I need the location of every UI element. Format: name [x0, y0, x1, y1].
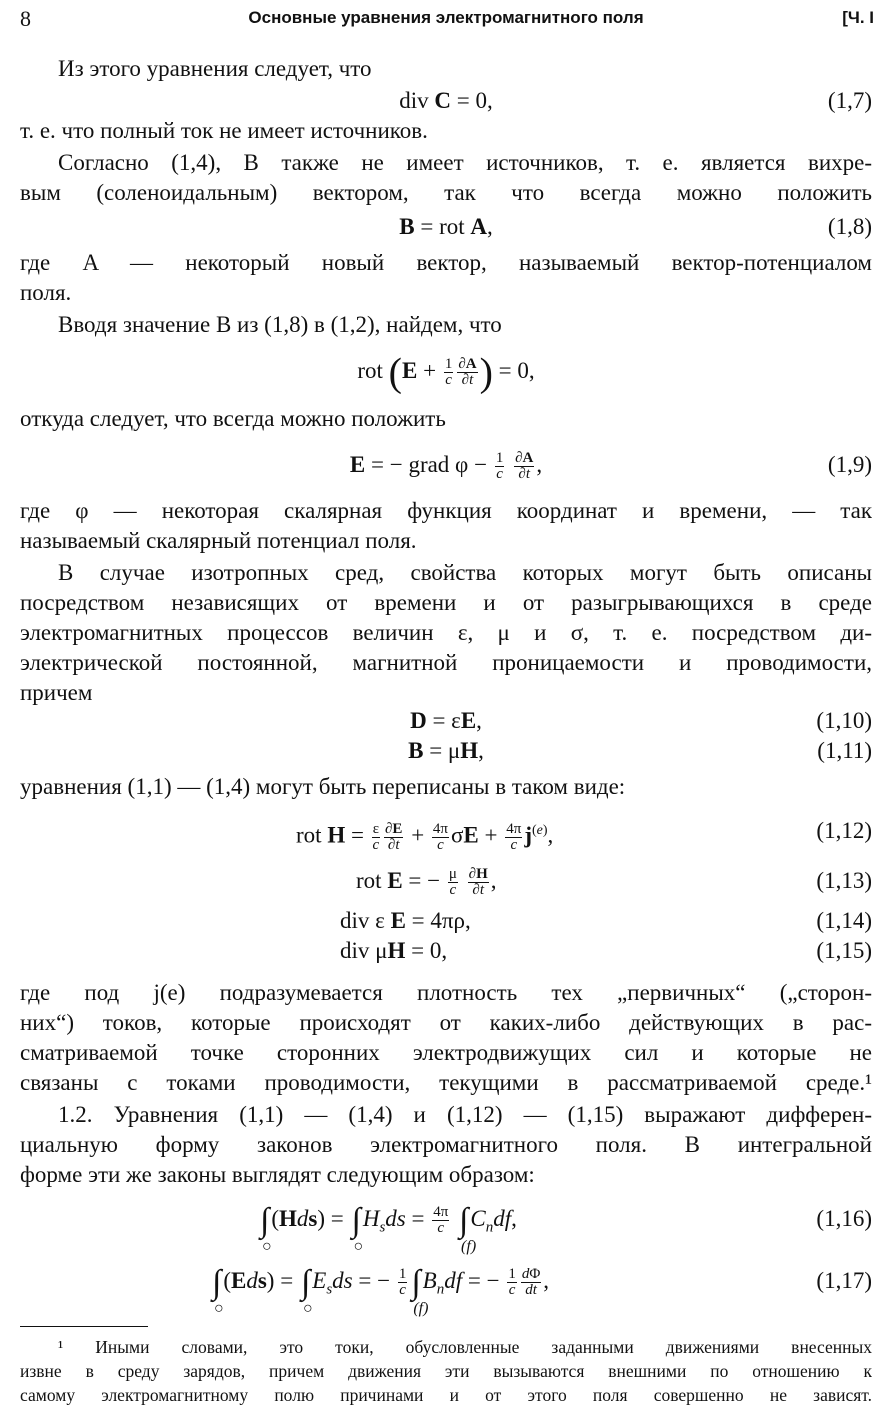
equation-number: (1,16) — [816, 1206, 872, 1231]
paragraph-line: где A — некоторый новый вектор, называемый вектор-потенциалом — [20, 250, 872, 275]
equation-number: (1,8) — [827, 214, 872, 239]
paragraph-line: т. е. что полный ток не имеет источников. — [20, 118, 428, 143]
paragraph-line: В случае изотропных сред, свойства которых могут быть описаны — [58, 560, 872, 585]
paragraph-line: циальную форму законов электромагнитного поля. В интегральной — [20, 1132, 872, 1157]
paragraph-line: Согласно (1,4), B также не имеет источников, т. е. является вихре- — [58, 150, 872, 175]
page-number: 8 — [20, 6, 31, 31]
paragraph-line: форме эти же законы выглядят следующим образом: — [20, 1162, 535, 1187]
paragraph-line: поля. — [20, 280, 72, 305]
paragraph-line: где φ — некоторая скалярная функция координат и времени, — так — [20, 498, 872, 523]
paragraph-line: связаны с токами проводимости, текущими в рассматриваемой среде.¹ — [20, 1070, 872, 1095]
book-page: 8 Основные уравнения электромагнитного поля [Ч. I Из этого уравнения следует, что div C = 0, (1,7) т. е. что полный ток не имеет источников. Согласно (1,4), B также не имеет источников, т. е. является вихре- вым (соленоидальным) вектором, так что всегда можно положить B = rot A, (1,8) где A — некоторый новый вектор, называемый вектор-потенциалом поля. Вводя значение B из (1,8) в (1,2), найдем, что rot (E + $\frac{1}{c}$ $\frac{\partial A}{\partial t}$ ) = 0, откуда следует, что всегда можно положить E = − grad φ − $\frac{1}{c}$ $\frac{\partial A}{\partial t}$ , (1,9) где φ — некоторая скалярная функция координат и времени, — так называемый скалярный потенциал поля. В случае изотропных сред, свойства которых могут быть описаны посредством независящих от времени и от разыгрывающихся в среде электромагнитных процессов величин ε, μ и σ, т. е. посредством ди- электрической постоянной, магнитной проницаемости и проводимости, причем D = εE, (1,10) B = μH, (1,11) уравнения (1,1) — (1,4) могут быть переписаны в таком виде: rot H = $\frac{\varepsilon}{c}$ $\frac{\partial E}{\partial t}$ + $\frac{4\pi}{c}$ σE + $\frac{4\pi}{c}$ $j^{(e)}$, (1,12) rot E = − $\frac{\mu}{c}$ $\frac{\partial H}{\partial t}$ , (1,13) div ε E = 4πρ, (1,14) div μH = 0, (1,15) где под j(e) подразумевается плотность тех „первичных“ („сторон- них“) токов, которые происходят от каких-либо действующих в рас- сматриваемой точке сторонних электродвижущих сил и которые не связаны с токами проводимости, текущими в рассматриваемой среде.¹ 1.2. Уравнения (1,1) — (1,4) и (1,12) — (1,15) выражают дифферен- циальную форму законов электромагнитного поля. В интегральной форме эти же законы выглядят следующим образом: ∫ ○ (Hds) = ∫ ○ $H_sds$ = $\frac{4\pi}{c}$ ∫ (f) $C_ndf$, (1,16) ∫ ○ (Eds) = ∫ ○ $E_sds$ = − $\frac{1}{c}$ ∫ (f) $B_ndf$ = − $\frac{1}{c}$ $\frac{d\Phi}{dt}$ , (1,17) ¹ Иными словами, это токи, обусловленные заданными движениями внесенных извне в среду зарядов, причем движения эти вызываются внешними по отношению к самому электромагнитному полю причинами и от этого поля совершенно не зависят. — [0, 0, 892, 1428]
footnote-line: ¹ Иными словами, это токи, обусловленные заданными движениями внесенных — [58, 1337, 872, 1357]
equation-number: (1,9) — [827, 452, 872, 477]
paragraph-line: причем — [20, 680, 93, 705]
equation-number: (1,10) — [816, 708, 872, 733]
paragraph-line: посредством независящих от времени и от разыгрывающихся в среде — [20, 590, 872, 615]
equation-number: (1,12) — [816, 818, 872, 843]
paragraph-line: Из этого уравнения следует, что — [58, 56, 372, 81]
paragraph-line: называемый скалярный потенциал поля. — [20, 528, 417, 553]
paragraph-line: где под j(e) подразумевается плотность тех „первичных“ („сторон- — [20, 980, 872, 1005]
equation-number: (1,15) — [816, 938, 872, 963]
paragraph-line: электрической постоянной, магнитной проницаемости и проводимости, — [20, 650, 872, 675]
footnote-line: самому электромагнитному полю причинами и от этого поля совершенно не зависят. — [20, 1385, 872, 1405]
equation-number: (1,7) — [827, 88, 872, 113]
paragraph-line: уравнения (1,1) — (1,4) могут быть переписаны в таком виде: — [20, 774, 626, 799]
paragraph-line: 1.2. Уравнения (1,1) — (1,4) и (1,12) — (1,15) выражают дифферен- — [58, 1102, 872, 1127]
paragraph-line: электромагнитных процессов величин ε, μ и σ, т. е. посредством ди- — [20, 620, 872, 645]
footnote-rule — [20, 1326, 148, 1327]
equation-number: (1,13) — [816, 868, 872, 893]
running-header — [0, 6, 892, 36]
paragraph-line: сматриваемой точке сторонних электродвижущих сил и которые не — [20, 1040, 872, 1065]
chapter-label: [Ч. I — [842, 8, 874, 27]
equation-number: (1,17) — [816, 1268, 872, 1293]
paragraph-line: них“) токов, которые происходят от каких-либо действующих в рас- — [20, 1010, 872, 1035]
header-title: Основные уравнения электромагнитного поля — [248, 8, 644, 27]
footnote-line: извне в среду зарядов, причем движения эти вызываются внешними по отношению к — [20, 1361, 872, 1381]
paragraph-line: вым (соленоидальным) вектором, так что всегда можно положить — [20, 180, 872, 205]
paragraph-line: откуда следует, что всегда можно положить — [20, 406, 446, 431]
equation-number: (1,11) — [817, 738, 872, 763]
paragraph-line: Вводя значение B из (1,8) в (1,2), найдем, что — [58, 312, 502, 337]
equation-number: (1,14) — [816, 908, 872, 933]
